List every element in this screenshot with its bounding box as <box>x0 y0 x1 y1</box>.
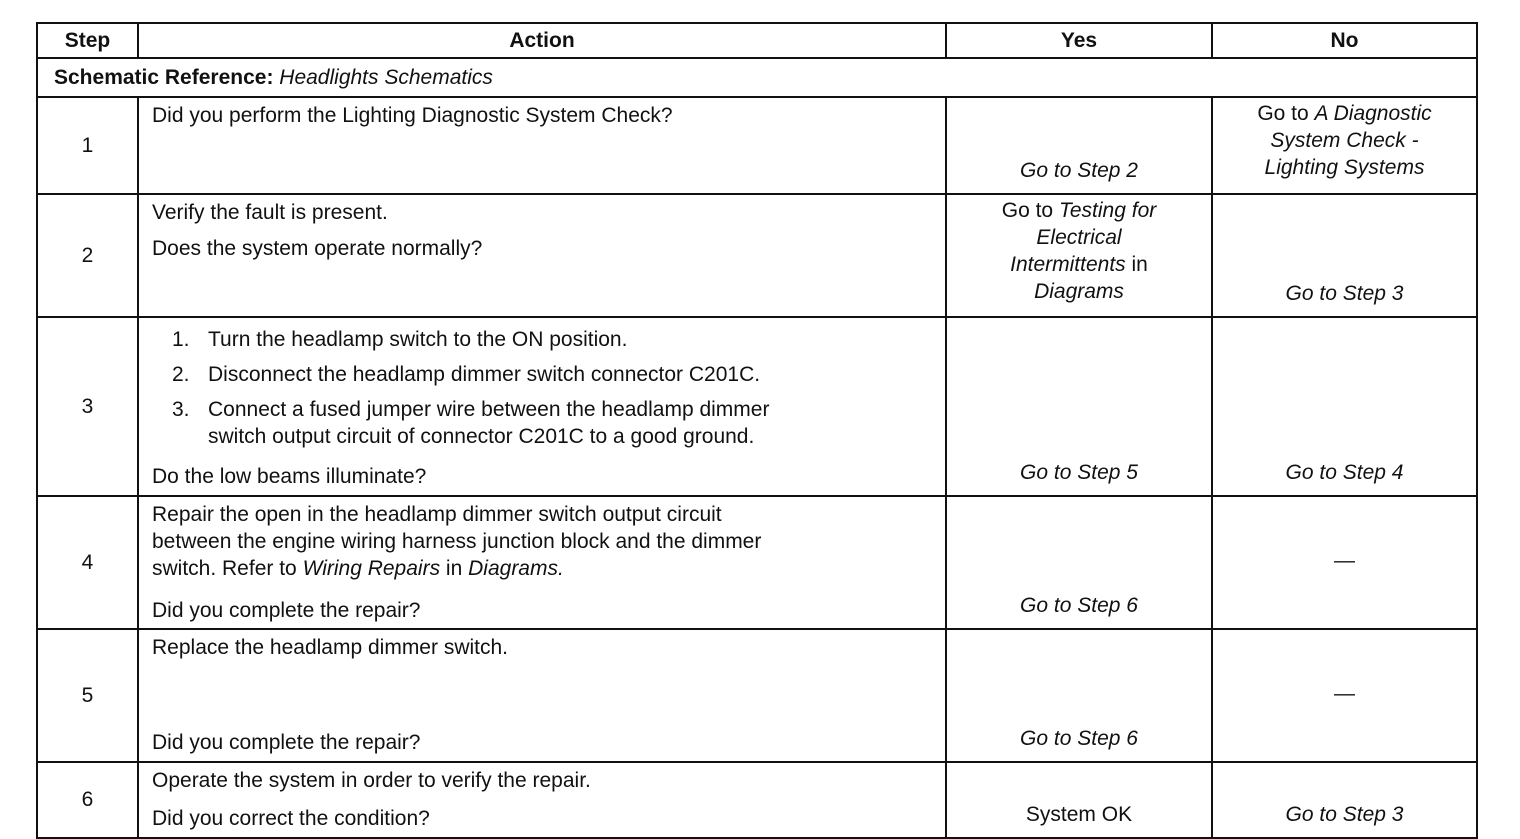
yes-cell <box>946 317 1212 496</box>
action-question: Did you correct the condition? <box>152 807 430 830</box>
action-text-line: Repair the open in the headlamp dimmer switch output circuit <box>152 503 722 526</box>
no-cell <box>1212 194 1477 317</box>
yes-ref-line4: Diagrams <box>1034 280 1124 303</box>
action-text-in: in <box>445 557 463 580</box>
action-cell <box>138 629 946 762</box>
substep-number: 1. <box>172 328 190 351</box>
step-number: 5 <box>37 629 138 762</box>
yes-prefix: Go to <box>1001 199 1054 222</box>
yes-cell <box>946 629 1212 762</box>
action-question: Did you complete the repair? <box>152 599 421 622</box>
action-question: Does the system operate normally? <box>152 237 483 260</box>
action-cell <box>138 97 946 194</box>
substep-text: Connect a fused jumper wire between the headlamp dimmer <box>208 398 770 421</box>
step-number: 3 <box>37 317 138 496</box>
substep-text: Disconnect the headlamp dimmer switch connector C201C. <box>208 363 761 386</box>
header-no: No <box>1212 23 1477 58</box>
substep-text: Turn the headlamp switch to the ON position. <box>208 328 628 351</box>
substep-text-continued: switch output circuit of connector C201C to a good ground. <box>208 425 755 448</box>
table-row-step-5 <box>37 629 1477 762</box>
action-text-line: between the engine wiring harness junction block and the dimmer <box>152 530 762 553</box>
action-text: switch. Refer to <box>152 557 297 580</box>
substep-item <box>172 396 933 450</box>
no-goto-step[interactable]: Go to Step 3 <box>1285 282 1404 305</box>
yes-goto-step[interactable]: Go to Step 2 <box>1020 159 1138 182</box>
diagrams-link[interactable]: Diagrams. <box>468 557 564 580</box>
no-prefix: Go to <box>1257 102 1309 125</box>
table-row-step-6 <box>37 762 1477 838</box>
diagnostic-table <box>36 22 1478 839</box>
no-goto-step[interactable]: Go to Step 4 <box>1285 461 1404 484</box>
yes-result: System OK <box>1025 803 1133 826</box>
yes-goto-step[interactable]: Go to Step 6 <box>1020 594 1138 617</box>
yes-ref-line1: Testing for <box>1058 199 1157 222</box>
action-cell <box>138 496 946 629</box>
table-row-step-3 <box>37 317 1477 496</box>
action-text: Verify the fault is present. <box>152 201 388 224</box>
no-goto-step[interactable]: Go to Step 3 <box>1285 803 1404 826</box>
step-number: 4 <box>37 496 138 629</box>
action-text: Replace the headlamp dimmer switch. <box>152 636 508 659</box>
action-text: Did you perform the Lighting Diagnostic System Check? <box>152 104 673 127</box>
no-ref-line3: Lighting Systems <box>1264 156 1425 179</box>
table-row-step-4 <box>37 496 1477 629</box>
step-number: 2 <box>37 194 138 317</box>
schematic-reference-row <box>37 58 1477 97</box>
no-ref-line1: A Diagnostic <box>1314 102 1432 125</box>
yes-ref-line3: Intermittents <box>1010 253 1126 276</box>
action-text: Operate the system in order to verify the repair. <box>152 769 591 792</box>
schematic-reference <box>37 58 1477 97</box>
no-reference[interactable] <box>1213 100 1476 181</box>
schematic-reference-link[interactable]: Headlights Schematics <box>279 65 493 89</box>
substep-item <box>172 361 933 388</box>
no-cell <box>1212 629 1477 762</box>
table-row-step-1 <box>37 97 1477 194</box>
no-cell <box>1212 762 1477 838</box>
wiring-repairs-link[interactable]: Wiring Repairs <box>302 557 441 580</box>
action-text-line <box>152 555 933 582</box>
yes-ref-line2: Electrical <box>1036 226 1122 249</box>
action-question: Do the low beams illuminate? <box>152 465 427 488</box>
substep-list <box>152 326 933 450</box>
substep-number: 3. <box>172 398 190 421</box>
no-not-applicable: — <box>1334 548 1355 572</box>
no-cell <box>1212 317 1477 496</box>
no-cell <box>1212 97 1477 194</box>
substep-number: 2. <box>172 363 190 386</box>
action-cell <box>138 762 946 838</box>
substep-item <box>172 326 933 353</box>
yes-reference[interactable] <box>947 197 1211 305</box>
yes-cell <box>946 762 1212 838</box>
action-question: Did you complete the repair? <box>152 731 421 754</box>
action-cell <box>138 194 946 317</box>
no-ref-line2: System Check - <box>1270 129 1419 152</box>
table-row-step-2 <box>37 194 1477 317</box>
step-number: 6 <box>37 762 138 838</box>
yes-cell <box>946 97 1212 194</box>
action-cell <box>138 317 946 496</box>
yes-cell <box>946 496 1212 629</box>
header-action: Action <box>138 23 946 58</box>
header-step: Step <box>37 23 138 58</box>
yes-in: in <box>1131 253 1148 276</box>
yes-goto-step[interactable]: Go to Step 6 <box>1020 727 1138 750</box>
yes-goto-step[interactable]: Go to Step 5 <box>1020 461 1138 484</box>
header-yes: Yes <box>946 23 1212 58</box>
no-not-applicable: — <box>1334 681 1355 705</box>
schematic-reference-label: Schematic Reference: <box>54 65 274 89</box>
header-row <box>37 23 1477 58</box>
step-number: 1 <box>37 97 138 194</box>
no-cell <box>1212 496 1477 629</box>
yes-cell <box>946 194 1212 317</box>
